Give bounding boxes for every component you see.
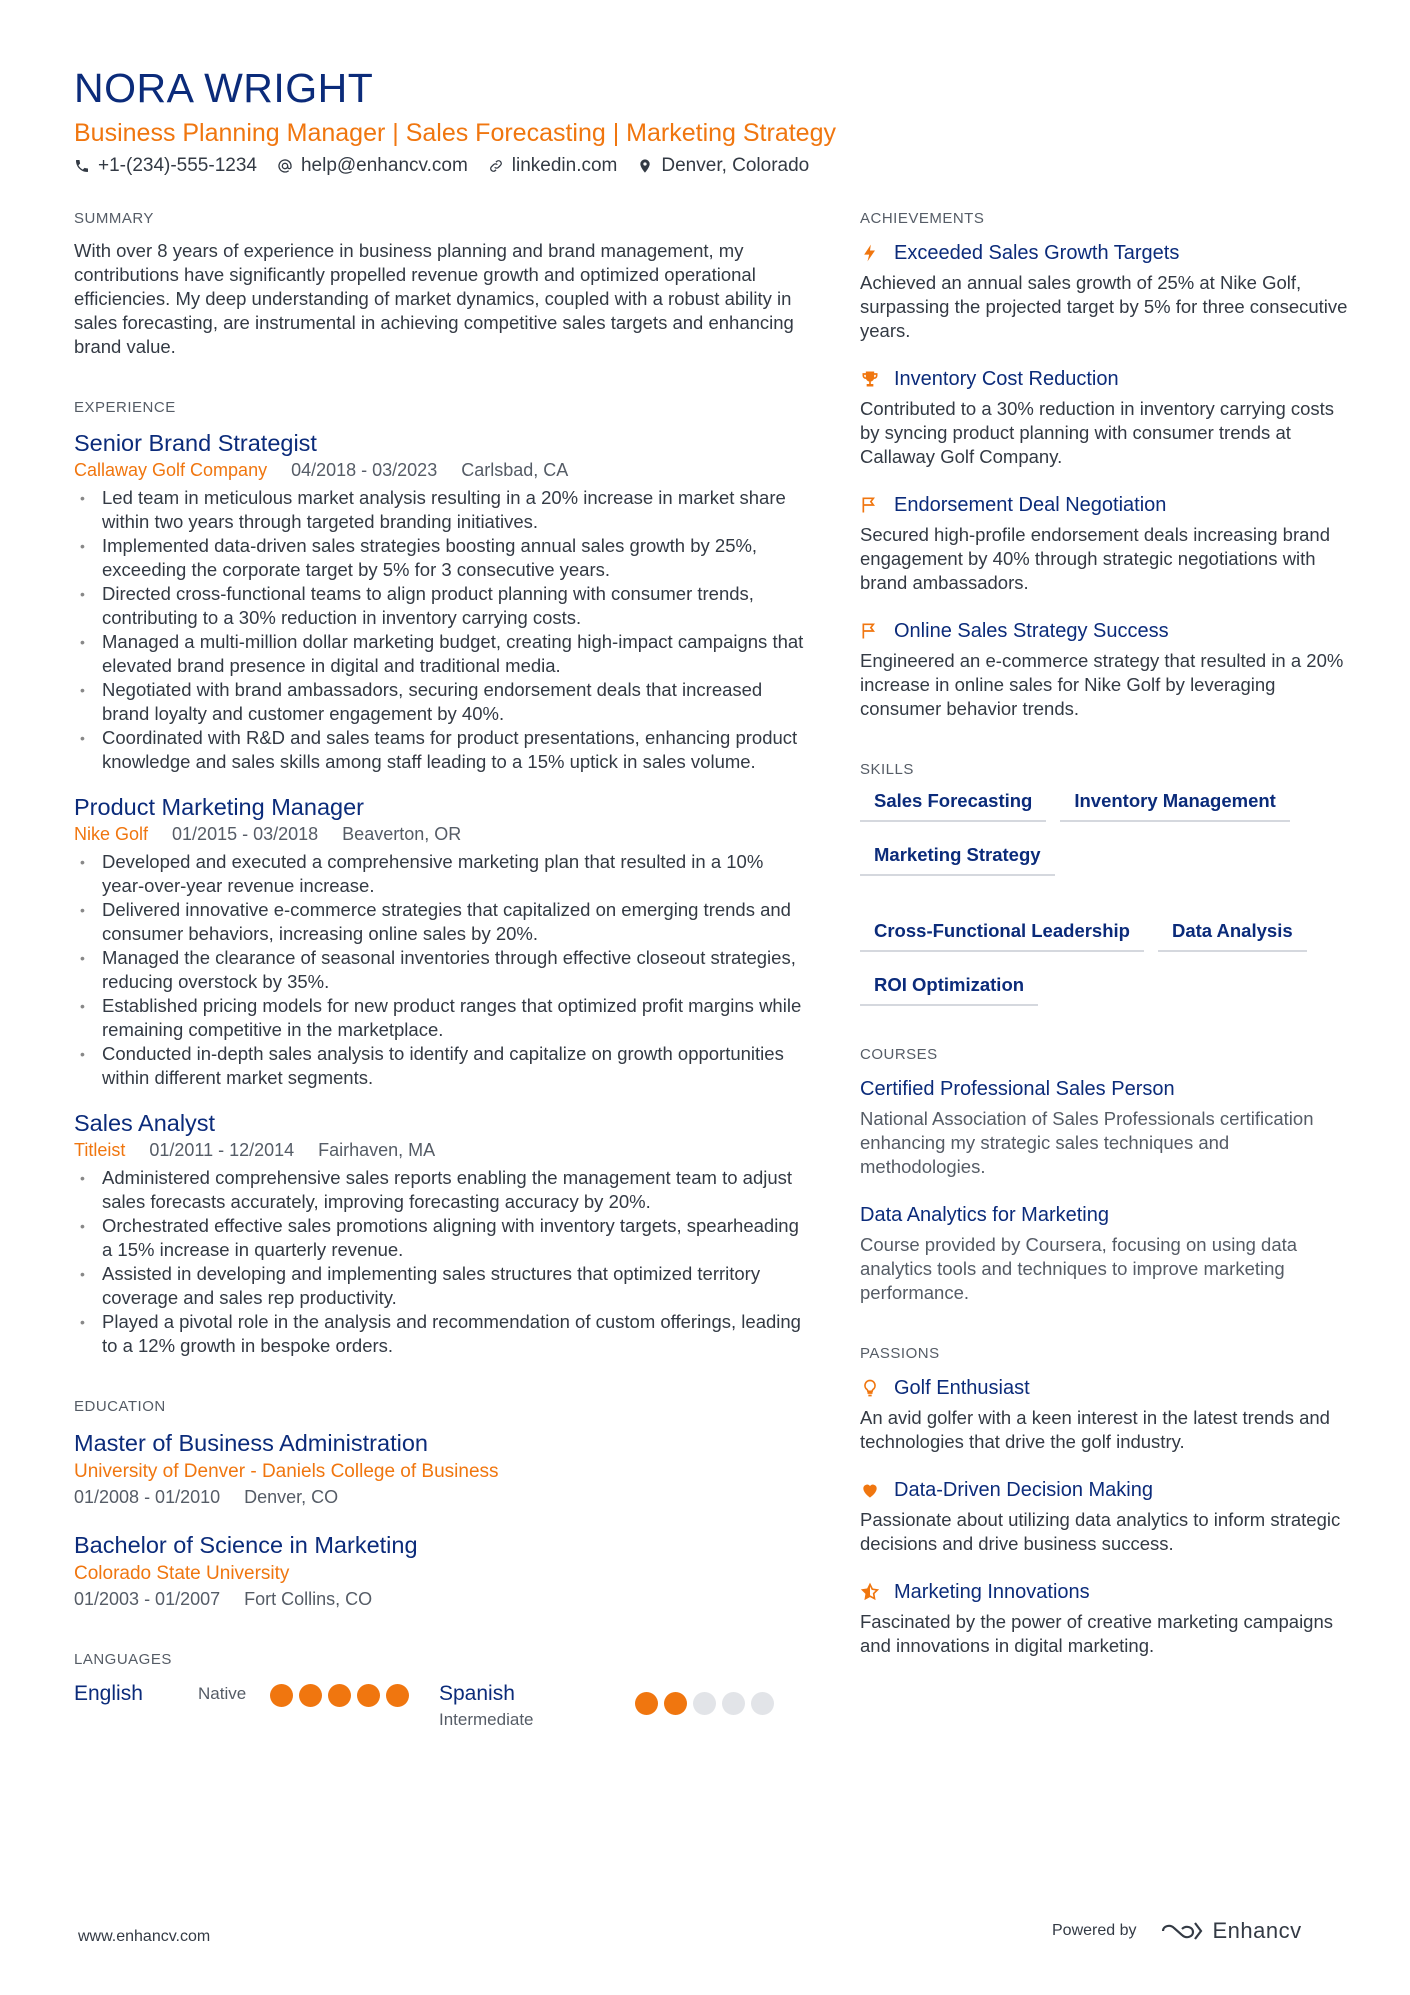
flag-icon [860, 495, 880, 515]
education-meta [74, 1485, 804, 1509]
achievement-head [860, 491, 1350, 519]
left-column [74, 210, 804, 1772]
passion-title: Golf Enthusiast [894, 1377, 1030, 1399]
job-location: Fairhaven, MA [318, 1140, 436, 1160]
language-entry [439, 1680, 804, 1732]
achievement-head [860, 617, 1350, 645]
job-location: Beaverton, OR [342, 824, 462, 844]
experience-title: EXPERIENCE [74, 399, 176, 416]
courses-title: COURSES [860, 1046, 938, 1063]
summary-section [74, 210, 804, 359]
course-desc: Course provided by Coursera, focusing on using data analytics tools and techniques to improve marketing performance. [860, 1234, 1298, 1303]
job-bullet: • Assisted in developing and implementing sales structures that optimized territory coverage and sales rep productivity. [74, 1262, 804, 1310]
language-level: Intermediate [439, 1710, 534, 1729]
contact-linkedin[interactable] [488, 155, 618, 177]
job-date: 01/2011 - 12/2014 [149, 1140, 295, 1160]
passion-desc: Fascinated by the power of creative marketing campaigns and innovations in digital marketing. [860, 1611, 1334, 1656]
rating-dot-empty [722, 1692, 745, 1715]
star-icon [860, 1582, 880, 1602]
location-pin-icon [637, 158, 653, 174]
footer-website[interactable]: www.enhancv.com [78, 1928, 211, 1945]
job-title: Sales Analyst [74, 1110, 216, 1136]
passions-section [860, 1345, 1350, 1658]
education-school: Colorado State University [74, 1563, 290, 1584]
enhancv-logo-icon [1159, 1918, 1205, 1944]
skills-list [860, 790, 1350, 1006]
job-meta [74, 822, 804, 846]
course-title: Certified Professional Sales Person [860, 1078, 1175, 1100]
education-entry [74, 1529, 804, 1611]
contact-bar [74, 155, 809, 177]
skill-tag: Sales Forecasting [860, 790, 1046, 822]
passion-desc: Passionate about utilizing data analytics to inform strategic decisions and drive business success. [860, 1509, 1341, 1554]
job-bullets [74, 1166, 804, 1358]
job-bullet: • Implemented data-driven sales strategies boosting annual sales growth by 25%, exceeding the corporate target by 5% for 3 consecutive years. [74, 534, 804, 582]
job-bullet: • Conducted in-depth sales analysis to identify and capitalize on growth opportunities within different market segments. [74, 1042, 804, 1090]
skill-tag: Data Analysis [1158, 920, 1307, 952]
education-date: 01/2008 - 01/2010 [74, 1487, 221, 1507]
education-section [74, 1398, 804, 1611]
rating-dot-filled [635, 1692, 658, 1715]
education-meta [74, 1587, 804, 1611]
language-entry [74, 1680, 439, 1708]
job-date: 01/2015 - 03/2018 [172, 824, 319, 844]
linkedin-text[interactable]: linkedin.com [511, 155, 618, 176]
powered-by-text: Powered by [1052, 1922, 1137, 1939]
job-bullets [74, 486, 804, 774]
language-level: Native [198, 1684, 247, 1703]
phone-text: +1-(234)-555-1234 [98, 155, 257, 176]
passion-desc: An avid golfer with a keen interest in the latest trends and technologies that drive the golf industry. [860, 1407, 1330, 1452]
candidate-name: NORA WRIGHT [74, 65, 374, 111]
contact-phone [74, 155, 257, 177]
passions-title: PASSIONS [860, 1345, 940, 1362]
education-title: EDUCATION [74, 1398, 166, 1415]
job-bullet: • Led team in meticulous market analysis resulting in a 20% increase in market share within two years through targeted branding initiatives. [74, 486, 804, 534]
job-bullet: • Managed a multi-million dollar marketing budget, creating high-impact campaigns that elevated brand presence in digital and traditional media. [74, 630, 804, 678]
job-bullet: • Delivered innovative e-commerce strategies that capitalized on emerging trends and consumer behaviors, increasing online sales by 20%. [74, 898, 804, 946]
achievements-section [860, 210, 1350, 721]
passion-entry [860, 1476, 1350, 1556]
rating-dot-filled [664, 1692, 687, 1715]
skill-tag: ROI Optimization [860, 974, 1038, 1006]
link-icon [488, 158, 504, 174]
job-bullet: • Coordinated with R&D and sales teams for product presentations, enhancing product knowledge and sales skills among staff leading to a 15% uptick in sales volume. [74, 726, 804, 774]
job-entry [74, 1108, 804, 1358]
achievement-entry [860, 239, 1350, 343]
job-bullet: • Developed and executed a comprehensive marketing plan that resulted in a 10% year-over-year revenue increase. [74, 850, 804, 898]
language-name-wrap [74, 1680, 198, 1708]
education-school: University of Denver - Daniels College of Business [74, 1461, 499, 1482]
phone-icon [74, 158, 90, 174]
job-bullet: • Negotiated with brand ambassadors, securing endorsement deals that increased brand loyalty and customer engagement by 40%. [74, 678, 804, 726]
job-meta [74, 1138, 804, 1162]
job-title: Product Marketing Manager [74, 794, 364, 820]
rating-dot-empty [693, 1692, 716, 1715]
education-location: Denver, CO [244, 1487, 339, 1507]
job-bullet: • Managed the clearance of seasonal inventories through effective closeout strategies, reducing overstock by 35%. [74, 946, 804, 994]
job-company: Nike Golf [74, 824, 149, 844]
languages-title: LANGUAGES [74, 1651, 172, 1668]
course-entry [860, 1201, 1350, 1305]
skills-section [860, 761, 1350, 1006]
location-text: Denver, Colorado [661, 155, 810, 176]
contact-location [637, 155, 809, 177]
achievement-title: Online Sales Strategy Success [894, 620, 1169, 642]
at-icon [277, 158, 293, 174]
education-date: 01/2003 - 01/2007 [74, 1589, 221, 1609]
rating-dot-filled [299, 1684, 322, 1707]
skill-tag: Marketing Strategy [860, 844, 1055, 876]
courses-section [860, 1046, 1350, 1305]
language-name: English [74, 1682, 143, 1705]
job-company: Titleist [74, 1140, 126, 1160]
achievement-head [860, 239, 1350, 267]
contact-email[interactable] [277, 155, 468, 177]
job-entry [74, 428, 804, 774]
passion-head [860, 1578, 1350, 1606]
lightning-icon [860, 243, 880, 263]
brand-logo[interactable] [1159, 1918, 1302, 1944]
passion-head [860, 1476, 1350, 1504]
achievement-head [860, 365, 1350, 393]
passion-title: Data-Driven Decision Making [894, 1479, 1153, 1501]
languages-row [74, 1680, 804, 1732]
job-bullet: • Directed cross-functional teams to align product planning with consumer trends, contributing to a 30% reduction in inventory carrying costs. [74, 582, 804, 630]
skills-title: SKILLS [860, 761, 914, 778]
right-column [860, 210, 1350, 1698]
brand-name: Enhancv [1212, 1918, 1302, 1943]
job-bullet: • Administered comprehensive sales reports enabling the management team to adjust sales forecasts accurately, improving forecasting accuracy by 20%. [74, 1166, 804, 1214]
skill-tag: Inventory Management [1060, 790, 1290, 822]
job-bullet: • Orchestrated effective sales promotions aligning with inventory targets, spearheading a 15% increase in quarterly revenue. [74, 1214, 804, 1262]
job-meta [74, 458, 804, 482]
achievement-desc: Contributed to a 30% reduction in inventory carrying costs by syncing product planning with consumer trends at Callaway Golf Company. [860, 398, 1335, 467]
rating-dot-filled [386, 1684, 409, 1707]
lightbulb-icon [860, 1378, 880, 1398]
language-rating [270, 1684, 409, 1707]
experience-section [74, 399, 804, 1358]
education-degree: Bachelor of Science in Marketing [74, 1532, 418, 1558]
course-title: Data Analytics for Marketing [860, 1204, 1109, 1226]
language-rating [635, 1692, 774, 1715]
rating-dot-empty [751, 1692, 774, 1715]
job-bullet: • Played a pivotal role in the analysis and recommendation of custom offerings, leading to a 12% growth in bespoke orders. [74, 1310, 804, 1358]
job-date: 04/2018 - 03/2023 [291, 460, 438, 480]
passion-entry [860, 1374, 1350, 1454]
achievements-title: ACHIEVEMENTS [860, 210, 985, 227]
headline: Business Planning Manager | Sales Forecasting | Marketing Strategy [74, 119, 836, 147]
achievement-title: Inventory Cost Reduction [894, 368, 1119, 390]
job-company: Callaway Golf Company [74, 460, 268, 480]
education-location: Fort Collins, CO [244, 1589, 373, 1609]
language-name: Spanish [439, 1682, 515, 1705]
achievement-desc: Secured high-profile endorsement deals increasing brand engagement by 40% through strategic negotiations with brand ambassadors. [860, 524, 1330, 593]
achievement-title: Exceeded Sales Growth Targets [894, 242, 1180, 264]
course-entry [860, 1075, 1350, 1179]
job-title: Senior Brand Strategist [74, 430, 317, 456]
flag-icon [860, 621, 880, 641]
achievement-entry [860, 365, 1350, 469]
trophy-icon [860, 369, 880, 389]
course-desc: National Association of Sales Professionals certification enhancing my strategic sales techniques and methodologies. [860, 1108, 1314, 1177]
education-entry [74, 1427, 804, 1509]
achievement-entry [860, 491, 1350, 595]
achievement-title: Endorsement Deal Negotiation [894, 494, 1167, 516]
summary-text: With over 8 years of experience in business planning and brand management, my contributions have significantly propelled revenue growth and optimized operational efficiencies. My deep understanding of market dynamics, coupled with a robust ability in sales forecasting, are instrumental in achieving competitive sales targets and enhancing brand value. [74, 240, 794, 357]
summary-title: SUMMARY [74, 210, 154, 227]
job-bullets [74, 850, 804, 1090]
skill-tag: Cross-Functional Leadership [860, 920, 1144, 952]
passion-entry [860, 1578, 1350, 1658]
rating-dot-filled [328, 1684, 351, 1707]
heart-icon [860, 1480, 880, 1500]
achievement-desc: Engineered an e-commerce strategy that resulted in a 20% increase in online sales for Nike Golf by leveraging consumer behavior trends. [860, 650, 1344, 719]
email-text[interactable]: help@enhancv.com [300, 155, 468, 176]
job-location: Carlsbad, CA [461, 460, 569, 480]
passion-head [860, 1374, 1350, 1402]
job-bullet: • Established pricing models for new product ranges that optimized profit margins while remaining competitive in the marketplace. [74, 994, 804, 1042]
rating-dot-filled [357, 1684, 380, 1707]
achievement-desc: Achieved an annual sales growth of 25% at Nike Golf, surpassing the projected target by 5% for three consecutive years. [860, 272, 1348, 341]
rating-dot-filled [270, 1684, 293, 1707]
language-name-wrap [439, 1680, 635, 1732]
job-entry [74, 792, 804, 1090]
footer-branding [1052, 1918, 1302, 1944]
education-degree: Master of Business Administration [74, 1430, 428, 1456]
achievement-entry [860, 617, 1350, 721]
languages-section [74, 1651, 804, 1732]
passion-title: Marketing Innovations [894, 1581, 1090, 1603]
